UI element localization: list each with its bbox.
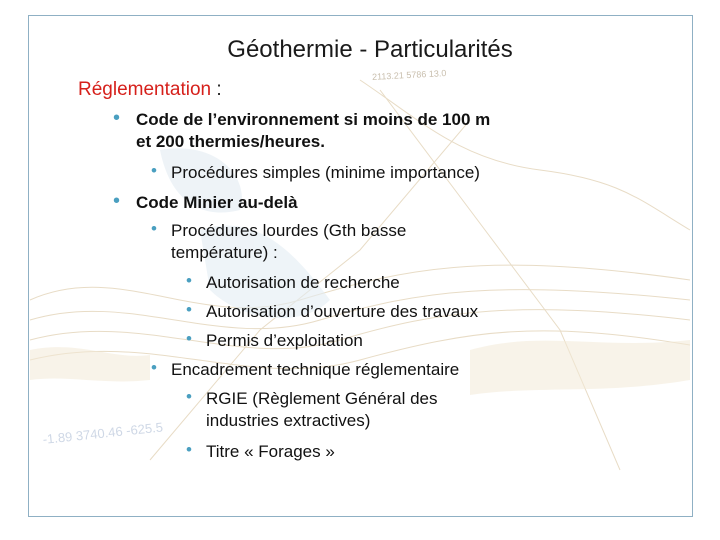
list-item-text: Autorisation d’ouverture des travaux — [206, 302, 479, 321]
list-item-continuation: et 200 thermies/heures. — [136, 132, 325, 151]
list-item-text: Titre « Forages » — [206, 442, 335, 461]
list-item — [136, 192, 298, 214]
bullet-icon: • — [151, 219, 157, 238]
list-item-text: Procédures simples (minime importance) — [171, 163, 480, 182]
list-item — [206, 272, 400, 294]
list-item-continuation: industries extractives) — [206, 411, 371, 430]
section-heading — [78, 79, 222, 101]
list-item-text: Code de l’environnement si moins de 100 m — [136, 110, 491, 129]
list-item — [206, 441, 335, 463]
bullet-icon: • — [186, 329, 192, 348]
bullet-icon: • — [186, 387, 192, 406]
section-colon: : — [211, 79, 222, 100]
bullet-icon: • — [186, 300, 192, 319]
bullet-icon: • — [113, 107, 121, 129]
bullet-icon: • — [151, 358, 157, 377]
bullet-icon: • — [151, 161, 157, 180]
map-coordinate-bottom: -1.89 3740.46 -625.5 — [42, 419, 164, 447]
map-coordinate-top: 2113.21 5786 13.0 — [371, 68, 447, 82]
list-item-text: Permis d’exploitation — [206, 331, 363, 350]
list-item — [136, 109, 606, 153]
list-item — [171, 220, 531, 264]
list-item — [206, 301, 478, 323]
list-item-text: Procédures lourdes (Gth basse — [171, 221, 407, 240]
list-item — [171, 359, 459, 381]
slide-title: Géothermie - Particularités — [227, 36, 513, 63]
bullet-icon: • — [186, 271, 192, 290]
bullet-icon: • — [113, 190, 121, 212]
section-label: Réglementation — [78, 79, 212, 100]
list-item-text: RGIE (Règlement Général des — [206, 389, 438, 408]
bullet-icon: • — [186, 440, 192, 459]
list-item-text: Autorisation de recherche — [206, 273, 400, 292]
list-item — [206, 330, 363, 352]
list-item-continuation: température) : — [171, 243, 278, 262]
list-item-text: Code Minier au-delà — [136, 193, 298, 212]
list-item — [171, 162, 480, 184]
list-item — [206, 388, 536, 432]
list-item-text: Encadrement technique réglementaire — [171, 360, 460, 379]
